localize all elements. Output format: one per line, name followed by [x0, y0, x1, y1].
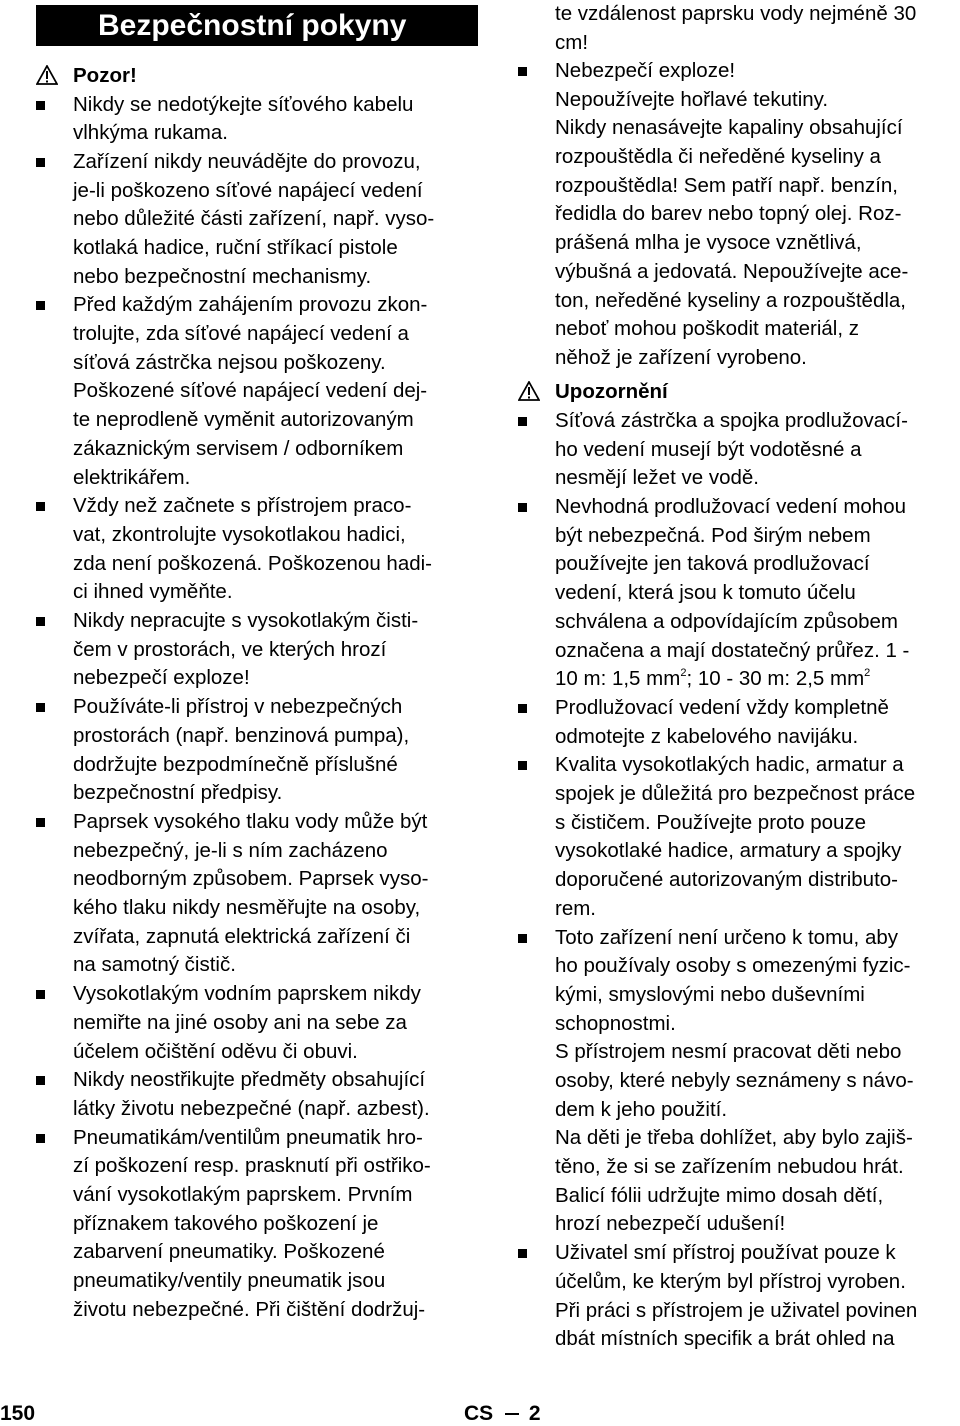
text-line: síťová zástrčka nejsou poškozeny.	[73, 350, 386, 374]
text-line: Balicí fólii udržujte mimo dosah dětí,	[555, 1183, 884, 1207]
list-item-text	[73, 607, 418, 693]
text-line: rem.	[555, 896, 596, 920]
text-line: pneumatiky/ventily pneumatik jsou	[73, 1269, 386, 1293]
text-line: na samotný čistič.	[73, 953, 236, 977]
bullet-icon	[36, 158, 45, 167]
text-line: Prodlužovací vedení vždy kompletně	[555, 696, 889, 719]
text-line: nebo bezpečnostní mechanismy.	[73, 264, 372, 288]
bullet-icon	[518, 934, 527, 943]
text-line: te neprodleně vyměnit autorizovaným	[73, 408, 414, 432]
text-line: Nikdy neostřikujte předměty obsahující	[73, 1068, 426, 1092]
bullet-icon	[518, 67, 527, 76]
page-footer-section	[464, 1402, 541, 1426]
text-line: schopnostmi.	[555, 1011, 676, 1035]
bullet-icon	[36, 990, 45, 999]
text-line: Před každým zahájením provozu zkon-	[73, 293, 428, 317]
list-item-text	[555, 1239, 917, 1354]
text-line: neboť mohou poškodit materiál, z	[555, 317, 859, 341]
text-line: schválena a odpovídajícím způsobem	[555, 609, 899, 633]
text-line: Vždy než začnete s přístrojem praco-	[73, 494, 412, 518]
cross-section-part: ; 10 - 30 m: 2,5 mm	[686, 667, 865, 691]
text-line: vání vysokotlakým paprskem. Prvním	[73, 1183, 413, 1207]
text-line: dodržujte bezpodmínečně příslušné	[73, 752, 398, 776]
text-line: vysokotlaké hadice, armatury a spojky	[555, 839, 902, 863]
list-item-text	[73, 91, 413, 148]
text-line: spojek je důležitá pro bezpečnost práce	[555, 782, 916, 806]
section-title: Bezpečnostní pokyny	[98, 9, 407, 42]
text-line: ho vedení musejí být vodotěsné a	[555, 437, 862, 461]
text-line: být nebezpečná. Pod širým nebem	[555, 523, 871, 547]
text-line: zabarvení pneumatiky. Poškozené	[73, 1240, 385, 1264]
text-line: kotlaká hadice, ruční stříkací pistole	[73, 235, 398, 259]
text-line: ho používaly osoby s omezenými fyzic-	[555, 954, 911, 978]
text-line: neodborným způsobem. Paprsek vyso-	[73, 867, 429, 891]
bullet-icon	[36, 1076, 45, 1085]
text-line: kými, smyslovými nebo duševními	[555, 982, 865, 1006]
text-line: rozpouštědla! Sem patří např. benzín,	[555, 173, 899, 197]
list-item-text	[73, 980, 421, 1066]
text-line: doporučené autorizovaným distributo-	[555, 868, 898, 892]
text-line: dem k jeho použití.	[555, 1097, 728, 1121]
text-line: elektrikářem.	[73, 465, 191, 489]
bullet-icon	[36, 818, 45, 827]
continuation-text	[555, 0, 916, 57]
bullet-icon	[36, 502, 45, 511]
text-line: Nepoužívejte hořlavé tekutiny.	[555, 87, 829, 111]
text-line: Na děti je třeba dohlížet, aby bylo zajiš-	[555, 1126, 913, 1150]
text-line: kého tlaku nikdy nesměřujte na osoby,	[73, 896, 421, 920]
list-item-text	[555, 751, 915, 923]
text-line: ton, neředěné kyseliny a rozpouštědla,	[555, 288, 907, 312]
text-line: těno, že si se zařízením nebudou hrát.	[555, 1155, 904, 1179]
text-line: zí poškození resp. prasknutí při ostřiko-	[73, 1154, 431, 1178]
bullet-icon	[518, 1249, 527, 1258]
text-line: Nikdy nepracujte s vysokotlakým čisti-	[73, 609, 419, 633]
text-line: nesmějí ležet ve vodě.	[555, 466, 759, 490]
cross-section-line	[555, 665, 909, 694]
page-number: 150	[0, 1402, 36, 1425]
text-line: vat, zkontrolujte vysokotlakou hadici,	[73, 522, 406, 546]
text-line: používejte jen taková prodlužovací	[555, 552, 870, 576]
text-line: dbát místních specifik a brát ohled na	[555, 1327, 895, 1351]
bullet-icon	[36, 703, 45, 712]
text-line: rozpouštědla či neředěné kyseliny a	[555, 145, 881, 169]
text-line: Nebezpečí exploze!	[555, 59, 736, 82]
text-line: Pneumatikám/ventilům pneumatik hro-	[73, 1125, 423, 1149]
list-item-text	[555, 407, 908, 493]
bullet-icon	[518, 417, 527, 426]
text-line: látky životu nebezpečné (např. azbest).	[73, 1096, 430, 1120]
section-number: 2	[528, 1402, 541, 1425]
list-item-text	[73, 148, 434, 291]
list-item-text	[555, 57, 908, 373]
list-item-text	[73, 808, 429, 980]
text-line: trolujte, zda síťové napájecí vedení a	[73, 322, 409, 346]
warning-triangle-icon	[518, 381, 540, 401]
list-item-text	[73, 693, 409, 808]
text-line: prostorách (např. benzinová pumpa),	[73, 723, 410, 747]
superscript: 2	[680, 667, 687, 680]
text-line: životu nebezpečné. Při čištění dodržuj-	[73, 1297, 426, 1321]
text-line: Vysokotlakým vodním paprskem nikdy	[73, 982, 421, 1006]
text-line: nebezpečí exploze!	[73, 666, 250, 690]
text-line: ředidla do barev nebo topný olej. Roz-	[555, 202, 902, 226]
text-line: Zařízení nikdy neuvádějte do provozu,	[73, 149, 421, 173]
text-line: osoby, které nebyly seznámeny s návo-	[555, 1069, 914, 1093]
warning-label: Upozornění	[555, 380, 668, 403]
text-line: te vzdálenost paprsku vody nejméně 30	[555, 2, 917, 25]
list-item-text	[555, 493, 909, 694]
list-item-text	[73, 1124, 431, 1325]
text-line: příznakem takového poškození je	[73, 1211, 379, 1235]
text-line: Nikdy se nedotýkejte síťového kabelu	[73, 92, 414, 116]
text-line: vedení, která jsou k tomuto účelu	[555, 581, 856, 605]
text-line: cm!	[555, 30, 589, 54]
text-line: ci ihned vyměňte.	[73, 580, 233, 604]
bullet-icon	[36, 101, 45, 110]
text-line: je-li poškozeno síťové napájecí vedení	[73, 178, 423, 202]
text-line: zda není poškozená. Poškozenou hadi-	[73, 551, 433, 575]
text-line: zvířata, zapnutá elektrická zařízení či	[73, 924, 411, 948]
list-item-text	[73, 492, 432, 607]
text-line: vlhkýma rukama.	[73, 121, 228, 145]
warning-triangle-icon	[36, 65, 58, 85]
text-line: Nevhodná prodlužovací vedení mohou	[555, 495, 907, 519]
text-line: nemiřte na jiné osoby ani na sebe za	[73, 1010, 407, 1034]
text-line: účelem očištění oděvu či obuvi.	[73, 1039, 358, 1063]
text-line: s čističem. Používejte proto pouze	[555, 810, 867, 834]
bullet-icon	[36, 1134, 45, 1143]
cross-section-part: 10 m: 1,5 mm	[555, 667, 681, 691]
text-line: prášená mlha je vysoce vznětlivá,	[555, 231, 862, 255]
caution-label: Pozor!	[73, 64, 137, 87]
text-line: něhož je zařízení vyrobeno.	[555, 345, 807, 369]
text-line: Toto zařízení není určeno k tomu, aby	[555, 925, 898, 949]
text-line: čem v prostorách, ve kterých hrozí	[73, 637, 387, 661]
text-line: nebezpečný, je-li s ním zacházeno	[73, 838, 388, 862]
text-line: hrozí nebezpečí udušení!	[555, 1212, 786, 1236]
bullet-icon	[518, 704, 527, 713]
bullet-icon	[36, 301, 45, 310]
text-line: Kvalita vysokotlakých hadic, armatur a	[555, 753, 904, 777]
text-line: výbušná a jedovatá. Nepoužívejte ace-	[555, 259, 909, 283]
list-item-text	[555, 694, 889, 751]
list-item-text	[73, 1066, 430, 1123]
text-line: S přístrojem nesmí pracovat děti nebo	[555, 1040, 902, 1064]
footer-dash	[505, 1413, 519, 1415]
text-line: bezpečnostní předpisy.	[73, 781, 283, 805]
text-line: Při práci s přístrojem je uživatel povinen	[555, 1298, 918, 1322]
text-line: Síťová zástrčka a spojka prodlužovací-	[555, 409, 908, 432]
list-item-text	[73, 291, 427, 492]
text-line: zákaznickým servisem / odborníkem	[73, 436, 404, 460]
section-header-bar	[36, 5, 478, 46]
bullet-icon	[518, 761, 527, 770]
text-line: Používáte-li přístroj v nebezpečných	[73, 695, 403, 719]
text-line: účelům, ke kterým byl přístroj vyroben.	[555, 1269, 906, 1293]
language-code: CS	[464, 1402, 494, 1425]
text-line: označena a mají dostatečný průřez. 1 -	[555, 638, 910, 662]
text-line: nebo důležité části zařízení, např. vyso-	[73, 207, 435, 231]
text-line: Paprsek vysokého tlaku vody může být	[73, 810, 428, 833]
bullet-icon	[36, 617, 45, 626]
bullet-icon	[518, 503, 527, 512]
text-line: odmotejte z kabelového navijáku.	[555, 724, 859, 748]
text-line: Poškozené síťové napájecí vedení dej-	[73, 379, 428, 403]
text-line: Nikdy nenasávejte kapaliny obsahující	[555, 116, 903, 140]
superscript: 2	[864, 667, 871, 680]
list-item-text	[555, 924, 914, 1240]
text-line: Uživatel smí přístroj používat pouze k	[555, 1241, 896, 1265]
